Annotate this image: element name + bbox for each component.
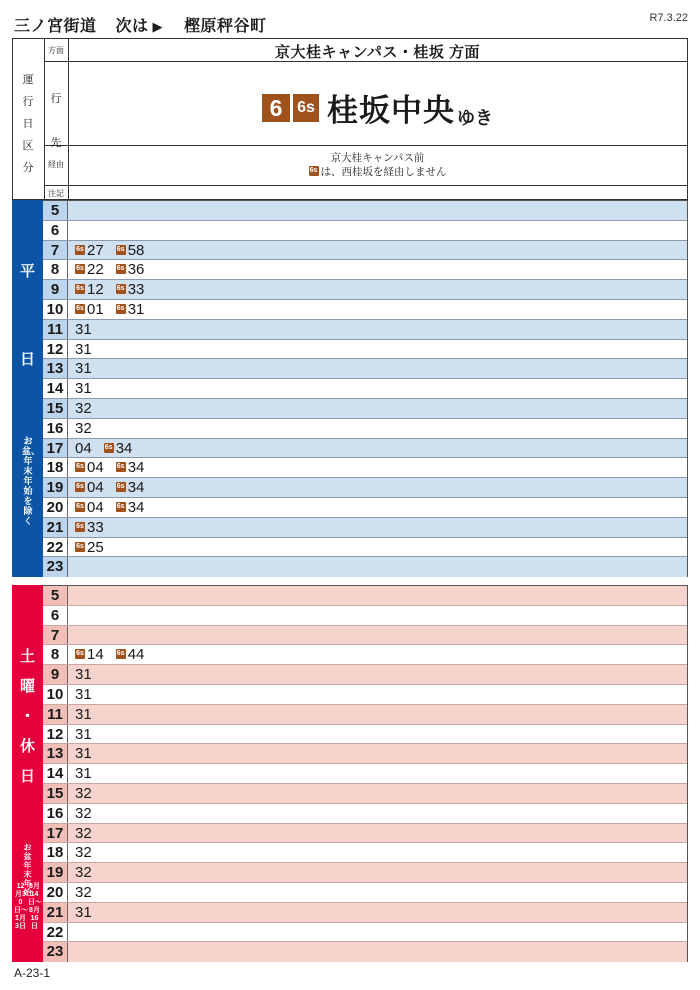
route-6s-mark: 6s (116, 463, 125, 471)
hour-number: 12 (43, 340, 68, 359)
hour-number: 14 (43, 379, 68, 398)
holiday-hour-table (43, 585, 688, 962)
minutes-cell (75, 478, 156, 497)
hour-number: 10 (43, 300, 68, 319)
departure-time (75, 883, 92, 902)
minutes-cell (75, 419, 104, 438)
minutes-cell (75, 320, 104, 339)
route-info-panel (12, 38, 688, 200)
hour-row (43, 458, 687, 478)
hour-row (43, 804, 687, 824)
hour-row (43, 201, 687, 221)
footer-code: A-23-1 (14, 966, 51, 980)
hour-number: 22 (43, 538, 68, 557)
hour-number: 12 (43, 725, 68, 744)
departure-time (75, 804, 92, 823)
hour-number: 14 (43, 764, 68, 783)
weekday-band-note: お盆、年末年始を除く (22, 436, 41, 526)
holiday-band-note: お盆年末年始 (23, 843, 32, 897)
hour-row (43, 221, 687, 241)
departure-time (116, 300, 145, 319)
departure-time (75, 399, 92, 418)
minutes-cell (75, 518, 116, 537)
minutes-cell (75, 260, 156, 279)
departure-time (75, 764, 92, 783)
weekday-band-char: 日 (19, 351, 35, 368)
hour-number: 19 (43, 478, 68, 497)
via-line-2: は、西桂坂を経由しません (320, 166, 447, 178)
minutes-cell (75, 843, 104, 862)
departure-time (75, 518, 104, 537)
departure-time (75, 538, 104, 557)
hour-row (43, 626, 687, 646)
revision-date: R7.3.22 (649, 12, 688, 24)
departure-minute: 31 (75, 380, 92, 398)
departure-minute: 32 (75, 824, 92, 842)
departure-time (75, 419, 92, 438)
departure-time (116, 645, 145, 664)
hour-number: 16 (43, 419, 68, 438)
departure-minute: 22 (87, 261, 104, 279)
hour-row (43, 824, 687, 844)
departure-minute: 44 (127, 646, 145, 664)
departure-time (116, 260, 145, 279)
route-6s-mark: 6s (76, 463, 84, 471)
departure-time (104, 439, 133, 458)
departure-time (116, 280, 145, 299)
route-6s-mark: 6s (116, 305, 125, 313)
departure-time (75, 843, 92, 862)
hour-row (43, 883, 687, 903)
hour-row (43, 606, 687, 626)
hour-number: 8 (43, 645, 68, 664)
minutes-cell (75, 359, 104, 378)
route-6s-mark: 6s (116, 502, 125, 510)
current-stop-name: 三ノ宮街道 (14, 18, 97, 35)
departure-time (75, 478, 104, 497)
departure-time (75, 320, 92, 339)
hour-number: 11 (43, 320, 68, 339)
minutes-cell (75, 903, 104, 922)
hour-row (43, 260, 687, 280)
route-6s-mark: 6s (116, 245, 125, 253)
hour-number: 10 (43, 685, 68, 704)
hour-row (43, 923, 687, 943)
minutes-cell (75, 538, 116, 557)
departure-time (75, 379, 92, 398)
departure-time (75, 458, 104, 477)
hour-number: 11 (43, 705, 68, 724)
hour-number: 15 (43, 784, 68, 803)
minutes-cell (75, 764, 104, 783)
departure-time (75, 665, 92, 684)
minutes-cell (75, 744, 104, 763)
minutes-cell (75, 280, 156, 299)
hour-number: 7 (43, 241, 68, 260)
hour-number: 8 (43, 260, 68, 279)
departure-time (75, 705, 92, 724)
holiday-band-char: ・ (19, 708, 35, 725)
route-6s-mark: 6s (76, 285, 84, 293)
departure-minute: 32 (75, 883, 92, 901)
departure-minute: 34 (127, 459, 145, 477)
route-6s-mark: 6s (76, 245, 84, 253)
departure-minute: 04 (87, 479, 104, 497)
departure-time (116, 241, 145, 260)
hour-row (43, 725, 687, 745)
hour-row (43, 942, 687, 962)
hour-number: 22 (43, 923, 68, 942)
hour-number: 18 (43, 843, 68, 862)
departure-time (75, 241, 104, 260)
departure-minute: 32 (75, 399, 92, 417)
minutes-cell (75, 784, 104, 803)
minutes-cell (75, 340, 104, 359)
departure-minute: 31 (75, 705, 92, 723)
departure-minute: 32 (75, 864, 92, 882)
departure-minute: 33 (127, 281, 145, 299)
minutes-cell (75, 883, 104, 902)
hour-row (43, 498, 687, 518)
hour-number: 23 (43, 557, 68, 577)
minutes-cell (75, 300, 156, 319)
minutes-cell (75, 705, 104, 724)
route-6s-mark: 6s (116, 483, 125, 491)
hour-row (43, 280, 687, 300)
route-6s-mark: 6s (76, 542, 84, 550)
hour-row (43, 419, 687, 439)
minutes-cell (75, 824, 104, 843)
departure-time (75, 685, 92, 704)
departure-minute: 34 (115, 439, 133, 457)
route-6s-mark: 6s (76, 522, 84, 530)
hour-number: 5 (43, 586, 68, 605)
hour-row (43, 538, 687, 558)
departure-time (75, 863, 92, 882)
departure-time (116, 498, 145, 517)
hour-number: 18 (43, 458, 68, 477)
departure-minute: 31 (75, 685, 92, 703)
hour-row (43, 903, 687, 923)
departure-time (75, 300, 104, 319)
hour-number: 16 (43, 804, 68, 823)
destination-label: 行先 (50, 93, 62, 149)
departure-time (75, 645, 104, 664)
route-6s-mark: 6s (116, 285, 125, 293)
minutes-cell (75, 241, 156, 260)
holiday-band (12, 585, 43, 962)
minutes-cell (75, 399, 104, 418)
departure-minute: 04 (75, 439, 92, 457)
route-6s-mark: 6s (104, 443, 113, 451)
minutes-cell (75, 379, 104, 398)
hour-number: 23 (43, 942, 68, 962)
departure-minute: 31 (75, 903, 92, 921)
departure-time (75, 280, 104, 299)
departure-time (75, 744, 92, 763)
hour-row (43, 439, 687, 459)
minutes-cell (75, 458, 156, 477)
hour-number: 19 (43, 863, 68, 882)
departure-minute: 25 (87, 538, 104, 556)
departure-time (75, 359, 92, 378)
departure-minute: 36 (127, 261, 145, 279)
hour-row (43, 320, 687, 340)
hour-number: 20 (43, 498, 68, 517)
departure-time (75, 498, 104, 517)
hour-row (43, 399, 687, 419)
departure-time (75, 784, 92, 803)
route-variant-badge: 6s (293, 94, 319, 122)
hour-number: 9 (43, 280, 68, 299)
departure-minute: 31 (75, 666, 92, 684)
departure-minute: 14 (87, 646, 104, 664)
departure-minute: 31 (75, 320, 92, 338)
via-line-1: 京大桂キャンパス前 (330, 152, 425, 164)
route-number-badge: 6 (262, 94, 290, 122)
departure-minute: 01 (87, 300, 104, 318)
hour-row (43, 241, 687, 261)
next-label: 次は (115, 18, 149, 35)
departure-minute: 32 (75, 804, 92, 822)
notes-label: 注記 (48, 189, 64, 198)
hour-number: 9 (43, 665, 68, 684)
departure-minute: 27 (87, 241, 104, 259)
route-6s-mark: 6s (76, 265, 84, 273)
hour-number: 17 (43, 824, 68, 843)
departure-minute: 31 (127, 300, 145, 318)
departure-minute: 31 (75, 745, 92, 763)
departure-minute: 32 (75, 784, 92, 802)
departure-minute: 04 (87, 498, 104, 516)
departure-time (75, 725, 92, 744)
holiday-band-note: 12月30日〜1月3日 (14, 883, 28, 930)
via-note (68, 151, 687, 179)
stop-heading (14, 13, 266, 36)
holiday-band-note: 8月14日〜8月16日 (28, 883, 42, 930)
hour-row (43, 764, 687, 784)
departure-minute: 34 (127, 498, 145, 516)
hour-number: 21 (43, 903, 68, 922)
weekday-band (12, 200, 43, 577)
next-stop-name: 樫原秤谷町 (183, 18, 267, 35)
departure-minute: 04 (87, 459, 104, 477)
hour-number: 5 (43, 201, 68, 220)
service-label-column (13, 39, 45, 199)
direction-text: 京大桂キャンパス・桂坂 方面 (274, 44, 481, 61)
departure-time (116, 478, 145, 497)
hour-row (43, 863, 687, 883)
departure-minute: 58 (127, 241, 145, 259)
next-arrow-icon: ▶ (152, 19, 163, 34)
departure-time (116, 458, 145, 477)
weekday-hour-table (43, 200, 688, 577)
hour-number: 13 (43, 744, 68, 763)
departure-time (75, 340, 92, 359)
holiday-band-char: 休 (19, 738, 35, 755)
direction-label: 方面 (48, 46, 64, 55)
hour-row (43, 843, 687, 863)
holiday-band-char: 日 (19, 768, 35, 785)
route-6s-mark: 6s (76, 305, 84, 313)
hour-row (43, 518, 687, 538)
departure-minute: 32 (75, 844, 92, 862)
departure-time (75, 903, 92, 922)
hour-row (43, 300, 687, 320)
hour-row (43, 784, 687, 804)
hour-number: 6 (43, 221, 68, 240)
route-6s-mark: 6s (309, 167, 318, 175)
hour-number: 15 (43, 399, 68, 418)
hour-row (43, 744, 687, 764)
hour-row (43, 340, 687, 360)
departure-minute: 32 (75, 419, 92, 437)
departure-minute: 33 (87, 518, 104, 536)
minutes-cell (75, 645, 156, 664)
hour-number: 20 (43, 883, 68, 902)
departure-minute: 31 (75, 765, 92, 783)
holiday-band-char: 土 (19, 648, 35, 665)
hour-row (43, 557, 687, 577)
departure-minute: 31 (75, 340, 92, 358)
departure-minute: 31 (75, 360, 92, 378)
hour-number: 7 (43, 626, 68, 645)
destination-name: 桂坂中央 (327, 93, 455, 128)
minutes-cell (75, 665, 104, 684)
route-6s-mark: 6s (116, 265, 125, 273)
hour-row (43, 645, 687, 665)
hour-row (43, 478, 687, 498)
destination-row (68, 85, 687, 130)
service-label: 運行日区分 (22, 74, 34, 174)
minutes-cell (75, 863, 104, 882)
weekday-timetable (12, 200, 688, 577)
hour-number: 21 (43, 518, 68, 537)
weekday-band-char: 平 (19, 263, 35, 280)
minutes-cell (75, 804, 104, 823)
minutes-cell (75, 725, 104, 744)
destination-suffix: ゆき (457, 108, 493, 128)
minutes-cell (75, 439, 144, 458)
minutes-cell (75, 685, 104, 704)
route-6s-mark: 6s (76, 483, 84, 491)
minutes-cell (75, 498, 156, 517)
hour-row (43, 379, 687, 399)
route-6s-mark: 6s (116, 650, 125, 658)
hour-row (43, 586, 687, 606)
departure-minute: 34 (127, 479, 145, 497)
holiday-timetable (12, 585, 688, 962)
hour-number: 17 (43, 439, 68, 458)
hour-number: 6 (43, 606, 68, 625)
departure-minute: 31 (75, 725, 92, 743)
hour-row (43, 705, 687, 725)
departure-minute: 12 (87, 281, 104, 299)
departure-time (75, 260, 104, 279)
departure-time (75, 824, 92, 843)
holiday-band-char: 曜 (19, 678, 35, 695)
hour-number: 13 (43, 359, 68, 378)
hour-row (43, 685, 687, 705)
route-6s-mark: 6s (76, 502, 84, 510)
route-6s-mark: 6s (76, 650, 84, 658)
departure-time (75, 439, 92, 458)
hour-row (43, 359, 687, 379)
via-label: 経由 (48, 160, 64, 169)
hour-row (43, 665, 687, 685)
